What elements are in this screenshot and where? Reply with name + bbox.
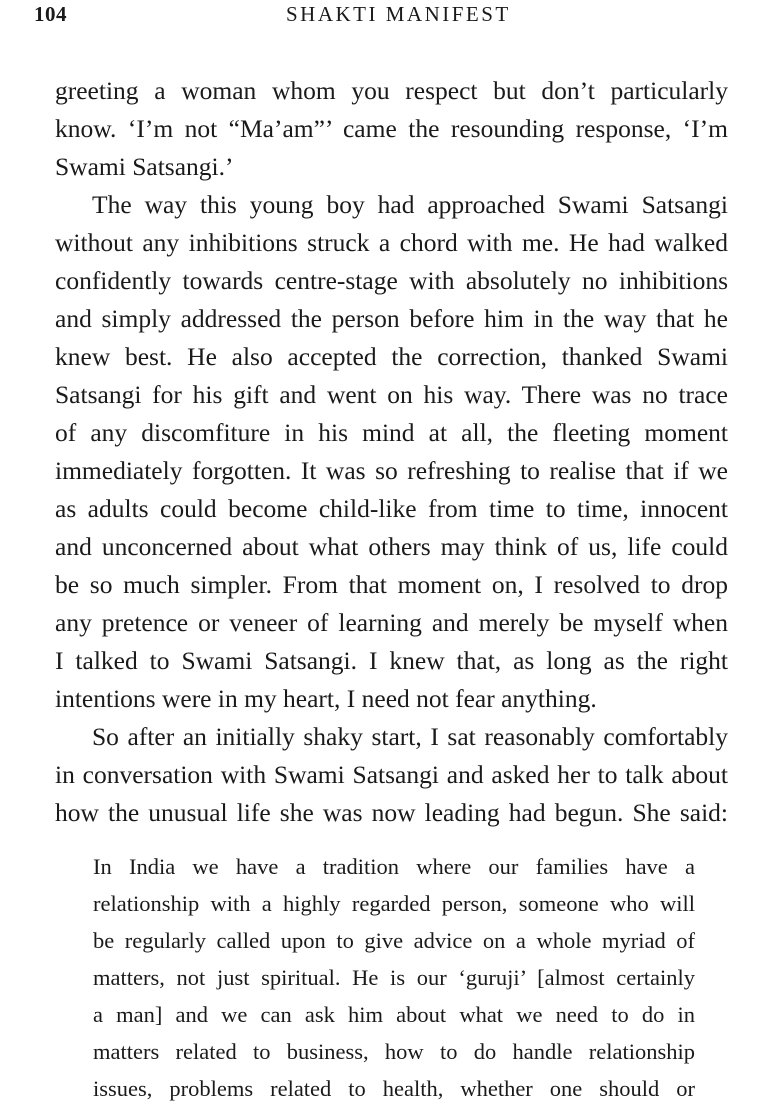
body-line: any pretence or veneer of learning and merely be myself when bbox=[55, 608, 728, 637]
page-number: 104 bbox=[34, 2, 67, 26]
body-line: and unconcerned about what others may think of us, life could bbox=[55, 532, 728, 561]
body-line: of any discomfiture in his mind at all, the fleeting moment bbox=[55, 418, 728, 447]
quote-line: be regularly called upon to give advice on a whole myriad of bbox=[93, 928, 695, 953]
page-header bbox=[34, 2, 734, 30]
body-line: immediately forgotten. It was so refreshing to realise that if we bbox=[55, 456, 728, 485]
quote-line: matters, not just spiritual. He is our ‘guruji’ [almost certainly bbox=[93, 965, 695, 990]
body-line: without any inhibitions struck a chord with me. He had walked bbox=[55, 228, 728, 257]
body-line: and simply addressed the person before him in the way that he bbox=[55, 304, 728, 333]
body-line: know. ‘I’m not “Ma’am”’ came the resounding response, ‘I’m bbox=[55, 114, 728, 143]
quote-line: relationship with a highly regarded person, someone who will bbox=[93, 891, 695, 916]
body-line: be so much simpler. From that moment on, I resolved to drop bbox=[55, 570, 728, 599]
body-line: I talked to Swami Satsangi. I knew that, as long as the right bbox=[55, 646, 728, 675]
quote-line: a man] and we can ask him about what we need to do in bbox=[93, 1002, 695, 1027]
body-line: So after an initially shaky start, I sat reasonably comfortably bbox=[92, 722, 728, 751]
body-line: greeting a woman whom you respect but don’t particularly bbox=[55, 76, 728, 105]
body-line: Satsangi for his gift and went on his way. There was no trace bbox=[55, 380, 728, 409]
quote-line: In India we have a tradition where our families have a bbox=[93, 854, 695, 879]
quote-line: matters related to business, how to do handle relationship bbox=[93, 1039, 695, 1064]
body-line: knew best. He also accepted the correction, thanked Swami bbox=[55, 342, 728, 371]
body-line: in conversation with Swami Satsangi and asked her to talk about bbox=[55, 760, 728, 789]
quote-line: issues, problems related to health, whether one should or bbox=[93, 1076, 695, 1101]
body-line: intentions were in my heart, I need not fear anything. bbox=[55, 684, 597, 713]
body-line: Swami Satsangi.’ bbox=[55, 152, 234, 181]
body-line: as adults could become child-like from time to time, innocent bbox=[55, 494, 728, 523]
running-head: SHAKTI MANIFEST bbox=[286, 2, 511, 26]
body-line: how the unusual life she was now leading had begun. She said: bbox=[55, 798, 728, 827]
body-line: The way this young boy had approached Swami Satsangi bbox=[92, 190, 728, 219]
body-line: confidently towards centre-stage with absolutely no inhibitions bbox=[55, 266, 728, 295]
